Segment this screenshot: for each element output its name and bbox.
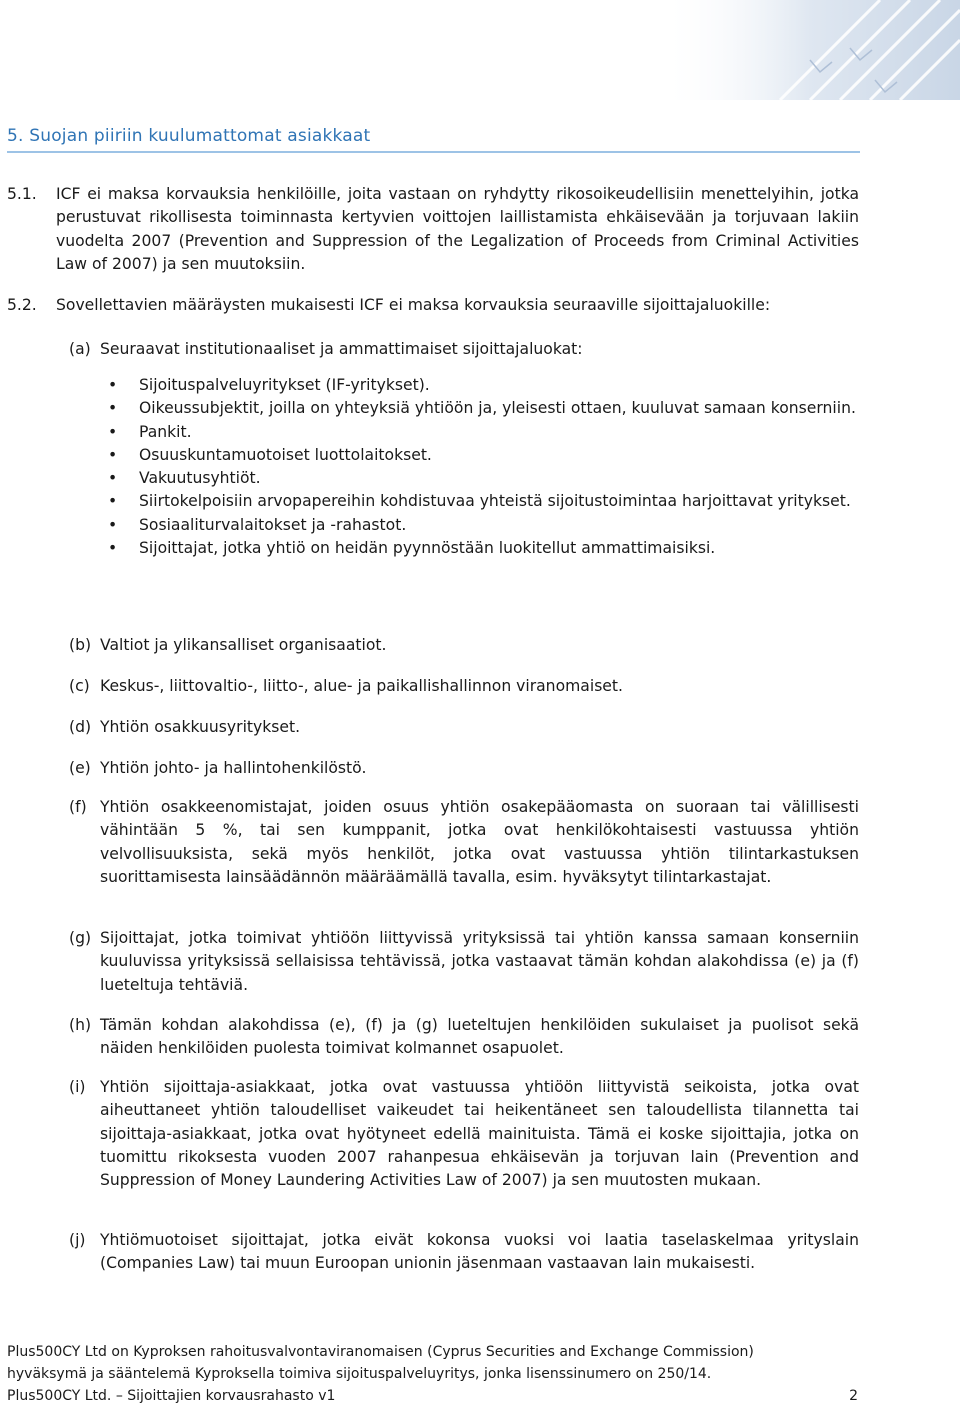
bullet-icon: • [108, 376, 118, 394]
bullet-icon: • [108, 422, 118, 441]
bullet-icon: • [108, 399, 118, 418]
list-item: • Vakuutusyhtiöt. [105, 467, 861, 490]
list-item-a [69, 338, 859, 361]
item-text: Yhtiön sijoittaja-asiakkaat, jotka ovat vastuussa yhtiöön liittyvistä seikoista, jotka ovat aiheuttaneet yhtiön taloudelliset vaikeudet tai heikentäneet sen taloudellista tilannetta tai sijoittaja-asiakkaat, jotka ovat hyötyneet edellä mainituista. Tämä ei koske sijoittajia, jotka on tuomittu rikoksesta vuoden 2007 rahanpesua ehkäisevän ja torjuvan lain (Prevention and Suppression of Money Laundering Activities Law of 2007) ja sen muutosten mukaan. [100, 1078, 859, 1190]
decorative-corner-graphic [660, 0, 960, 100]
list-item-j [69, 1229, 859, 1276]
item-text: Seuraavat institutionaaliset ja ammattimaiset sijoittajaluokat: [100, 340, 583, 358]
item-label: (e) [69, 759, 91, 777]
list-item-b [69, 634, 859, 657]
list-item-c [69, 675, 859, 698]
item-label: (g) [69, 929, 92, 947]
list-item-g [69, 927, 859, 997]
item-label: (h) [69, 1016, 92, 1034]
item-text: Tämän kohdan alakohdissa (e), (f) ja (g) lueteltujen henkilöiden sukulaiset ja puolisot sekä näiden henkilöiden puolesta toimivat kolmannet osapuolet. [100, 1016, 859, 1058]
list-item-i [69, 1076, 859, 1192]
list-item-d [69, 716, 859, 739]
clause-5-1-text: ICF ei maksa korvauksia henkilöille, joita vastaan on ryhdytty rikosoikeudellisiin menettelyihin, jotka perustuvat rikollisesta toiminnasta kertyvien voittojen laillistamista ehkäisevään ja torjuvaan lakiin vuodelta 2007 (Prevention and Suppression of the Legalization of Proceeds from Criminal Activities Law of 2007) ja sen muutoksiin. [56, 185, 859, 273]
institutional-investor-list [105, 374, 861, 560]
item-label: (a) [69, 340, 91, 358]
bullet-icon: • [108, 445, 118, 464]
clause-number-5-2: 5.2. [7, 296, 37, 314]
list-item: • Osuuskuntamuotoiset luottolaitokset. [105, 444, 861, 467]
bullet-icon: • [108, 469, 118, 488]
item-label: (f) [69, 798, 87, 816]
list-item: • Sijoittajat, jotka yhtiö on heidän pyynnöstään luokitellut ammattimaisiksi. [105, 537, 861, 560]
footer-line-2: hyväksymä ja sääntelemä Kyproksella toimiva sijoituspalveluyritys, jonka lisenssinumero on 250/14. [7, 1366, 712, 1382]
list-item: • Sosiaaliturvalaitokset ja -rahastot. [105, 514, 861, 537]
item-text: Yhtiön osakkeenomistajat, joiden osuus yhtiön osakepääomasta on suoraan tai välillisesti vähintään 5 %, tai sen kumppanit, jotka ovat henkilökohtaisesti vastuussa yhtiön velvollisuuksista, sekä myös henkilöt, jotka ovat vastuussa yhtiön tilintarkastuksen suorittamisesta lainsäädännön määräämällä tavalla, esim. hyväksytyt tilintarkastajat. [100, 798, 859, 886]
list-item-f [69, 796, 859, 889]
page-number: 2 [849, 1388, 858, 1404]
clause-number-5-1: 5.1. [7, 185, 37, 203]
bullet-icon: • [108, 492, 118, 511]
footer-line-3: Plus500CY Ltd. – Sijoittajien korvausrahasto v1 [7, 1388, 336, 1404]
list-item-e [69, 757, 859, 780]
list-item: • Sijoituspalveluyritykset (IF-yritykset). [105, 374, 861, 397]
item-label: (i) [69, 1078, 86, 1096]
list-item-h [69, 1014, 859, 1061]
bullet-icon: • [108, 539, 118, 558]
heading-underline [7, 151, 860, 153]
item-text: Yhtiömuotoiset sijoittajat, jotka eivät kokonsa vuoksi voi laatia taselaskelmaa yrityslain (Companies Law) tai muun Euroopan unionin jäsenmaan vastaavan lain mukaisesti. [100, 1231, 859, 1273]
item-text: Yhtiön johto- ja hallintohenkilöstö. [100, 759, 367, 777]
item-text: Sijoittajat, jotka toimivat yhtiöön liittyvissä yrityksissä tai yhtiön kanssa samaan konserniin kuuluvissa yrityksissä sellaisissa tehtävissä, jotka vastaavat tämän kohdan alakohdissa (e) ja (f) lueteltuja tehtäviä. [100, 929, 859, 994]
list-item: • Oikeussubjektit, joilla on yhteyksiä yhtiöön ja, yleisesti ottaen, kuuluvat samaan konserniin. [105, 397, 861, 420]
bullet-icon: • [108, 515, 118, 534]
item-label: (c) [69, 677, 90, 695]
list-item: • Siirtokelpoisiin arvopapereihin kohdistuvaa yhteistä sijoitustoimintaa harjoittavat yritykset. [105, 490, 861, 513]
item-text: Keskus-, liittovaltio-, liitto-, alue- ja paikallishallinnon viranomaiset. [100, 677, 623, 695]
clause-5-2-text: Sovellettavien määräysten mukaisesti ICF ei maksa korvauksia seuraaville sijoittajaluokille: [56, 296, 771, 314]
item-label: (j) [69, 1231, 86, 1249]
item-text: Yhtiön osakkuusyritykset. [100, 718, 301, 736]
list-item: • Pankit. [105, 421, 861, 444]
section-heading: 5. Suojan piiriin kuulumattomat asiakkaat [7, 126, 371, 146]
footer-line-1: Plus500CY Ltd on Kyproksen rahoitusvalvontaviranomaisen (Cyprus Securities and Exchange Commission) [7, 1344, 754, 1360]
item-label: (b) [69, 636, 92, 654]
item-label: (d) [69, 718, 92, 736]
item-text: Valtiot ja ylikansalliset organisaatiot. [100, 636, 387, 654]
